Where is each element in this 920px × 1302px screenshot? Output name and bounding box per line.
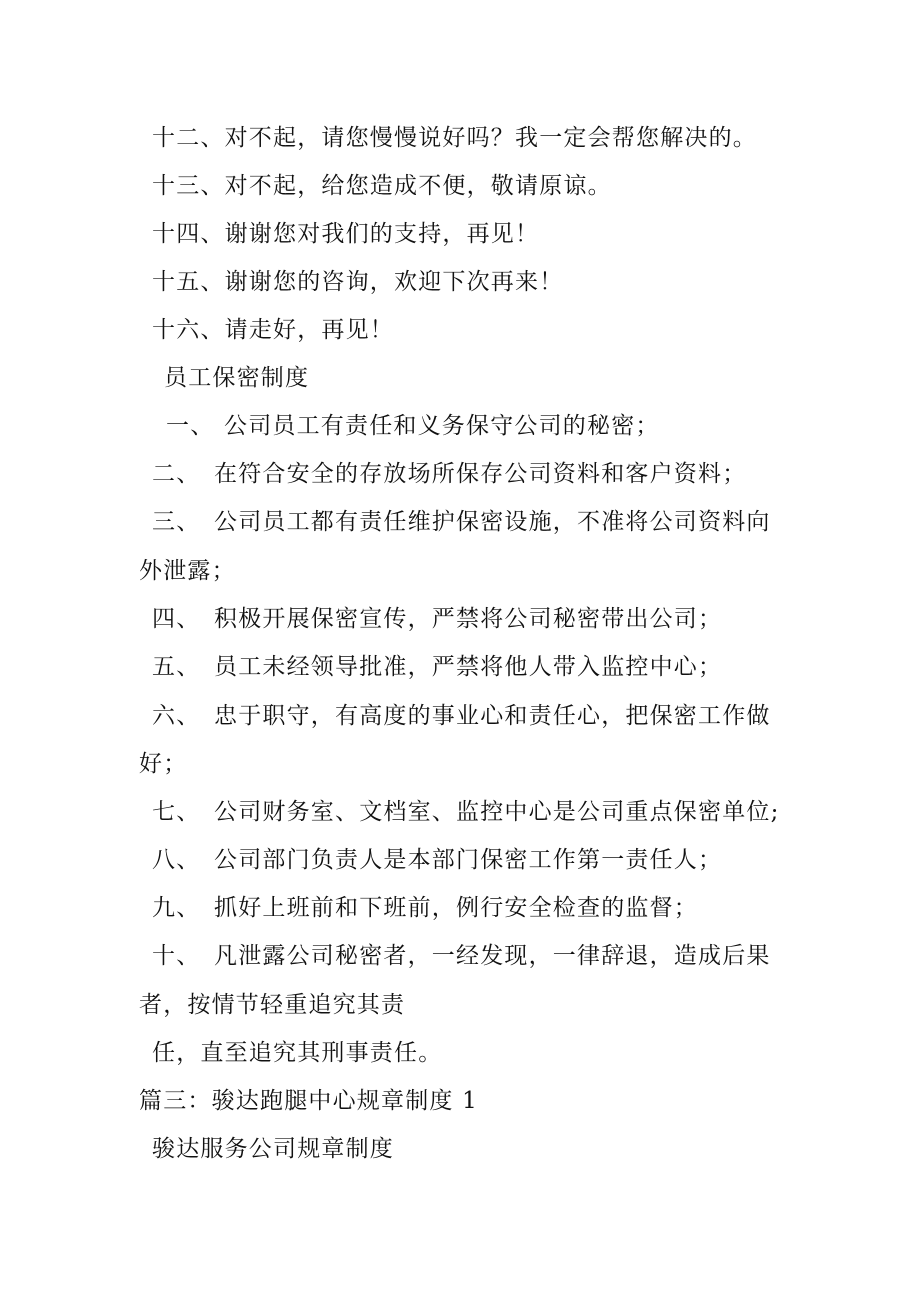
rule-item-7 (152, 797, 780, 827)
rule-number: 八、 (152, 847, 201, 873)
rule-text: 公司员工都有责任维护保密设施，不准将公司资料向 (214, 509, 771, 535)
rule-item-3-continuation: 外泄露； (139, 558, 236, 584)
rule-item-5 (152, 652, 722, 682)
rule-text: 在符合安全的存放场所保存公司资料和客户资料； (214, 461, 747, 487)
rule-number: 三、 (152, 509, 201, 535)
rule-text: 凡泄露公司秘密者，一经发现，一律辞退，造成后果 (214, 943, 771, 969)
rule-text: 忠于职守，有高度的事业心和责任心，把保密工作做 (214, 703, 771, 729)
rule-text: 积极开展保密宣传，严禁将公司秘密带出公司； (214, 606, 723, 632)
rule-item-6 (152, 701, 771, 731)
rule-number: 十、 (152, 943, 201, 969)
rule-text: 公司员工有责任和义务保守公司的秘密； (224, 413, 660, 439)
rule-item-10-continuation: 者，按情节轻重追究其责 (139, 992, 406, 1018)
rule-text: 公司财务室、文档室、监控中心是公司重点保密单位; (214, 799, 780, 825)
rule-number: 二、 (152, 461, 201, 487)
courtesy-line-16: 十六、请走好，再见！ (152, 317, 394, 343)
courtesy-line-12: 十二、对不起，请您慢慢说好吗？我一定会帮您解决的。 (152, 125, 757, 151)
section-subtitle: 骏达服务公司规章制度 (152, 1136, 394, 1162)
rule-item-9 (152, 893, 698, 923)
section-heading: 篇三：骏达跑腿中心规章制度 1 (139, 1088, 478, 1114)
courtesy-line-13: 十三、对不起，给您造成不便，敬请原谅。 (152, 173, 612, 199)
rule-item-10-continuation-2: 任，直至追究其刑事责任。 (152, 1040, 443, 1066)
rule-item-3 (152, 507, 771, 537)
rule-item-4 (152, 604, 722, 634)
courtesy-line-14: 十四、谢谢您对我们的支持，再见！ (152, 221, 540, 247)
rule-text: 员工未经领导批准，严禁将他人带入监控中心； (214, 654, 723, 680)
rule-text: 抓好上班前和下班前，例行安全检查的监督； (214, 895, 698, 921)
rule-number: 五、 (152, 654, 201, 680)
rule-item-6-continuation: 好； (139, 751, 188, 777)
rule-number: 四、 (152, 606, 201, 632)
rule-item-1 (166, 411, 660, 441)
rule-text: 公司部门负责人是本部门保密工作第一责任人； (214, 847, 723, 873)
rule-number: 六、 (152, 703, 201, 729)
rule-number: 九、 (152, 895, 201, 921)
rule-item-2 (152, 459, 746, 489)
courtesy-line-15: 十五、谢谢您的咨询，欢迎下次再来！ (152, 269, 564, 295)
rule-number: 七、 (152, 799, 201, 825)
confidentiality-title: 员工保密制度 (164, 365, 310, 391)
rule-number: 一、 (166, 413, 215, 439)
rule-item-8 (152, 845, 722, 875)
rule-item-10 (152, 941, 771, 971)
